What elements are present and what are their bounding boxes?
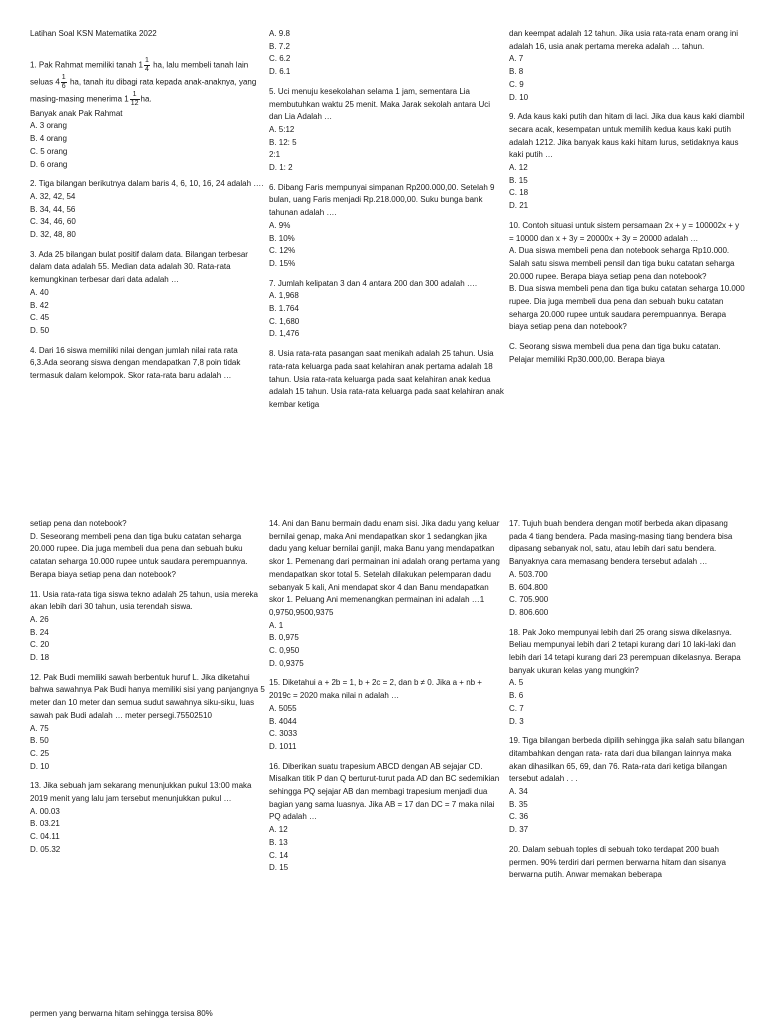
option: C. 14 [269,850,289,860]
option: A. 5055 [269,703,297,713]
column-1 [30,518,266,864]
option: D. Seseorang membeli pena dan tiga buku catatan seharga 20.000 rupee. Dia juga membeli dua pena dan sebuah buku catatan seharga 10.000 rupee untuk saudara perempuannya. Berapa biaya setiap pena dan notebook? [30,531,248,579]
question-8: 8. Usia rata-rata pasangan saat menikah adalah 25 tahun. Usia rata-rata keluarga pada saat kelahiran anak pertama adalah 18 tahun. Usia rata-rata keluarga pada saat kelahiran anak kedua adalah 15 tahun. Usia rata-rata keluarga pada saat kelahiran anak kembar ketiga [269,349,504,409]
option: A. 503.700 [509,569,548,579]
column-2 [269,518,505,882]
option: C. 3033 [269,729,298,739]
option: D. 1,476 [269,329,300,339]
option: D. 05.32 [30,844,61,854]
option: D. 18 [30,653,50,663]
question-12: 12. Pak Budi memiliki sawah berbentuk huruf L. Jika diketahui bahwa sawahnya Pak Budi hanya memiliki sisi yang panjangnya 5 meter dan 10 meter dan semua sudut sawahnya siku-siku, luas sawah pak Budi adalah … meter persegi.75502510 A. 75 B. 50 C. 25 D. 10 [30,672,266,774]
question-16: 16. Diberikan suatu trapesium ABCD dengan AB sejajar CD. Misalkan titik P dan Q berturut-turut pada AD dan BC sedemikian sehingga PQ sejajar AB dan membagi trapesium menjadi dua bagian yang sama luasnya. Jika AB = 17 dan DC = 7 maka nilai PQ adalah … A. 12 B. 13 C. 14 D. 15 [269,761,505,875]
option: A. 40 [30,287,49,297]
option: C. 7 [509,703,524,713]
option: A. 12 [269,825,288,835]
question-4-options [269,28,505,79]
question-6: 6. Dibang Faris mempunyai simpanan Rp200.000,00. Setelah 9 bulan, uang Faris menjadi Rp.218.000,00. Suku bunga bank tahunan adalah …. A. 9% B. 10% C. 12% D. 15% [269,182,505,271]
option: C. 9 [509,79,524,89]
option: B. 6 [509,691,524,701]
question-2: 2. Tiga bilangan berikutnya dalam baris 4, 6, 10, 16, 24 adalah …. A. 32, 42, 54 B. 34, 44, 56 C. 34, 46, 60 D. 32, 48, 80 [30,178,266,242]
option: 2:1 [269,150,281,160]
option: B. Dua siswa membeli pena dan tiga buku catatan seharga 10.000 rupee. Dia juga membeli dua pena dan sebuah buku catatan seharga 20.000 rupee untuk saudara perempuannya. Berapa biaya setiap pena dan notebook? [509,284,745,332]
option: B. 35 [509,799,528,809]
option: C. 1,680 [269,316,300,326]
option: B. 15 [509,175,528,185]
option: B. 7.2 [269,41,290,51]
question-13: 13. Jika sebuah jam sekarang menunjukkan pukul 13:00 maka 2019 menit yang lalu jam tersebut menunjukkan pukul … A. 00.03 B. 03.21 C. 04.11 D. 05.32 [30,780,266,856]
option: D. 50 [30,325,50,335]
option: C. 36 [509,812,529,822]
option: A. 7 [509,54,524,64]
option: B. 50 [30,736,49,746]
column-3 [509,518,745,889]
option: C. 0,950 [269,646,300,656]
option: B. 13 [269,837,288,847]
option: B. 12: 5 [269,137,297,147]
option: A. 00.03 [30,806,60,816]
option: C. 5 orang [30,146,68,156]
option: D. 806.600 [509,607,549,617]
option: B. 8 [509,67,524,77]
option: A. 1,968 [269,291,299,301]
option: A. 12 [509,163,528,173]
document-title: Latihan Soal KSN Matematika 2022 [30,29,157,38]
option: D. 21 [509,201,529,211]
option: D. 0,9375 [269,658,304,668]
option: B. 4044 [269,716,297,726]
option: D. 15% [269,258,296,268]
option: C. 34, 46, 60 [30,217,76,227]
column-3 [509,28,745,374]
option: C. 18 [509,188,529,198]
fraction-1: $\frac{1}{4}$ [144,56,149,73]
question-1-text-a: 1. Pak Rahmat memiliki tanah 1 [30,60,143,70]
option: A. 5 [509,678,524,688]
option: B. 03.21 [30,819,60,829]
option: B. 4 orang [30,134,67,144]
question-1-text-b: ha, lalu membeli tanah lain seluas 4 [30,60,249,87]
option: C. 6.2 [269,54,291,64]
question-7: 7. Jumlah kelipatan 3 dan 4 antara 200 dan 300 adalah …. A. 1,968 B. 1.764 C. 1,680 D. 1,476 [269,278,505,342]
question-15: 15. Diketahui a + 2b = 1, b + 2c = 2, dan b ≠ 0. Jika a + nb + 2019c = 2020 maka nilai n adalah … A. 5055 B. 4044 C. 3033 D. 1011 [269,677,505,753]
option: B. 24 [30,627,49,637]
option: C. Seorang siswa membeli dua pena dan tiga buku catatan. Pelajar memiliki Rp30.000,00. Berapa biaya [509,342,721,364]
option: A. 1 [269,620,284,630]
question-1-prompt: Banyak anak Pak Rahmat [30,108,123,118]
question-10-continued: setiap pena dan notebook? D. Seseorang membeli pena dan tiga buku catatan seharga 20.000 rupee. Dia juga membeli dua pena dan sebuah buku catatan seharga 10.000 rupee untuk saudara perempuannya. Berapa biaya setiap pena dan notebook? [30,518,266,582]
option: B. 10% [269,233,295,243]
page-1 [0,28,768,500]
option: D. 10 [509,92,529,102]
option: C. 705.900 [509,595,549,605]
question-14: 14. Ani dan Banu bermain dadu enam sisi. Jika dadu yang keluar bernilai genap, maka Ani mendapatkan skor 1 sedangkan jika dadu yang keluar bernilai ganjil, maka Banu yang mendapatkan skor 1. Pemenang dari permainan ini adalah orang pertama yang mendapatkan skor total 5. Setelah dilakukan pelemparan dadu sebanyak 5 kali, Ani mendapat skor 4 dan Banu mendapatkan skor 1. Peluang Ani memenangkan permainan ini adalah …1 0,9750,9500,9375 A. 1 B. 0,975 C. 0,950 D. 0,9375 [269,518,505,670]
option: B. 34, 44, 56 [30,204,76,214]
option: A. 9% [269,220,291,230]
fraction-2: $\frac{1}{6}$ [61,73,66,90]
option: D. 1: 2 [269,163,293,173]
option: B. 0,975 [269,633,299,643]
option: A. 5:12 [269,124,295,134]
option: C. 12% [269,246,296,256]
option: B. 1.764 [269,304,299,314]
option: C. 45 [30,313,50,323]
question-18: 18. Pak Joko mempunyai lebih dari 25 orang siswa dikelasnya. Beliau mempunyai lebih dari 2 tetapi kurang dari 10 laki-laki dan lebih dari 14 tetapi kurang dari 23 perempuan dikelasnya. Berapa banyak ukuran kelas yang mungkin? A. 5 B. 6 C. 7 D. 3 [509,627,745,729]
option: A. 75 [30,723,49,733]
question-5: 5. Uci menuju kesekolahan selama 1 jam, sementara Lia membutuhkan waktu 25 menit. Maka Jarak sekolah antara Uci dan Lia Adalah … A. 5:12 B. 12: 5 2:1 D. 1: 2 [269,86,505,175]
question-1: 1. Pak Rahmat memiliki tanah 1 $\frac{1}{4}$ ha, lalu membeli tanah lain seluas 4 $\frac{1}{6}$ ha, tanah itu dibagi rata kepada anak-anaknya, yang masing-masing menerima 1 $\frac{1}{12}$ ha. Banyak anak Pak Rahmat A. 3 orang B. 4 orang C. 5 orang D. 6 orang [30,57,266,172]
column-2 [269,28,505,419]
option: D. 6 orang [30,159,68,169]
question-17: 17. Tujuh buah bendera dengan motif berbeda akan dipasang pada 4 tiang bendera. Pada masing-masing tiang bendera bisa dipasang sebanyak nol, satu, atau lebih dari satu bendera. Banyaknya cara memasang bendera tersebut adalah … A. 503.700 B. 604.800 C. 705.900 D. 806.600 [509,518,745,620]
column-1 [30,28,266,390]
option: D. 15 [269,863,289,873]
option: D. 37 [509,825,529,835]
question-10: 10. Contoh situasi untuk sistem persamaan 2x + y = 100002x + y = 10000 dan x + 3y = 20000x + 3y = 20000 adalah … A. Dua siswa membeli pena dan notebook seharga Rp10.000. Salah satu siswa membeli pensil dan tiga buku catatan seharga 20.000 rupee. Berapa biaya setiap pena dan notebook? B. Dua siswa membeli pena dan tiga buku catatan seharga 10.000 rupee. Dia juga membeli dua pena dan sebuah buku catatan seharga 20.000 rupee untuk saudara perempuannya. Berapa biaya setiap pena dan notebook? C. Seorang siswa membeli dua pena dan tiga buku catatan. Pelajar memiliki Rp30.000,00. Berapa biaya [509,220,745,367]
question-4: 4. Dari 16 siswa memiliki nilai dengan jumlah nilai rata rata 6,3.Ada seorang siswa dengan mendapatkan 7,8 poin tidak termasuk dalam kelompok. Skor rata-rata baru adalah … [30,345,241,381]
option: B. 604.800 [509,582,548,592]
option: D. 32, 48, 80 [30,230,76,240]
question-11: 11. Usia rata-rata tiga siswa tekno adalah 25 tahun, usia mereka akan lebih dari 30 tahun, usia terendah siswa. A. 26 B. 24 C. 20 D. 18 [30,589,266,665]
question-3: 3. Ada 25 bilangan bulat positif dalam data. Bilangan terbesar dalam data adalah 55. Median data adalah 30. Rata-rata kemungkinan terbesar dari data adalah … A. 40 B. 42 C. 45 D. 50 [30,249,266,338]
option: A. 3 orang [30,121,67,131]
option: A. 32, 42, 54 [30,191,76,201]
page-2 [0,518,768,990]
option: A. Dua siswa membeli pena dan notebook seharga Rp10.000. Salah satu siswa membeli pensil dan tiga buku catatan seharga 20.000 rupee. Berapa biaya setiap pena dan notebook? [509,246,735,281]
fraction-3: $\frac{1}{12}$ [130,90,139,107]
option: A. 9.8 [269,29,290,38]
option: A. 34 [509,787,528,797]
question-19: 19. Tiga bilangan berbeda dipilih sehingga jika salah satu bilangan ditambahkan dengan rata- rata dari dua bilangan lainnya maka akan dihasilkan 65, 69, dan 76. Rata-rata dari ketiga bilangan tersebut adalah . . . A. 34 B. 35 C. 36 D. 37 [509,735,745,837]
question-8-continued: dan keempat adalah 12 tahun. Jika usia rata-rata enam orang ini adalah 16, usia anak pertama mereka adalah … tahun. A. 7 B. 8 C. 9 D. 10 [509,28,745,104]
option: D. 6.1 [269,67,291,77]
question-20: 20. Dalam sebuah toples di sebuah toko terdapat 200 buah permen. 90% terdiri dari permen berwarna hitam dan sisanya berwarna putih. Anwar memakan beberapa [509,844,726,880]
option: D. 3 [509,716,524,726]
option: C. 25 [30,748,50,758]
option: A. 26 [30,614,49,624]
question-9: 9. Ada kaus kaki putih dan hitam di laci. Jika dua kaus kaki diambil secara acak, kesempatan untuk memilih kedua kaus kaki putih adalah 1212. Jika banyak kaus kaki hitam lurus, setidaknya kaus kaki putih … A. 12 B. 15 C. 18 D. 21 [509,111,745,213]
option: D. 1011 [269,741,297,751]
option: D. 10 [30,761,50,771]
option: B. 42 [30,300,49,310]
option: C. 20 [30,640,50,650]
question-1-text-c: ha, tanah itu dibagi rata kepada anak-anaknya, yang masing-masing menerima 1 [30,77,257,104]
option: C. 04.11 [30,832,60,842]
page-3-first-line: permen yang berwarna hitam sehingga tersisa 80% [30,1009,213,1018]
